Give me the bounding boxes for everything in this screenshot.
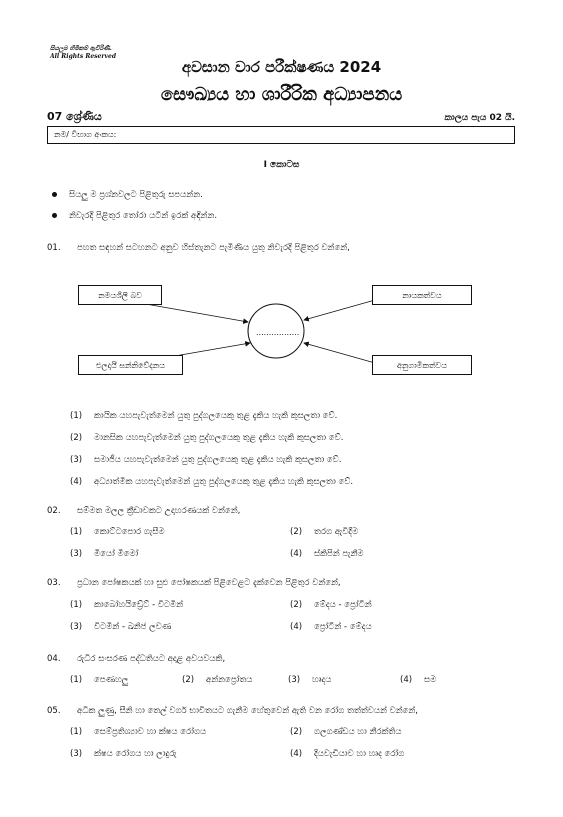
q4-option-2[interactable]: (2) අන්නප්‍රෝතය: [182, 675, 253, 685]
q4-option-1[interactable]: (1) පෙණහලු: [70, 675, 129, 685]
exam-title: අවසාන වාර පරීක්ෂණය 2024: [181, 58, 382, 76]
name-field-label: නම/ විභාග අංකය:: [54, 130, 117, 139]
box-communication: එලදායී සන්නිවේදනය: [78, 355, 183, 375]
question-1: 01. පහත සඳහන් සටහනට අනුව හිස්තැනට පැමිණිය යුතු නිවැරදි පිළිතුර වන්නේ,: [47, 243, 350, 253]
q2-option-2[interactable]: (2) තරග ඇවිදීම: [290, 527, 359, 537]
circle-blank: .................: [256, 328, 300, 337]
grade-label: 07 ශ්‍රේණිය: [47, 110, 102, 123]
question-4: 04. රුධිර සංසරණ පද්ධතියට අදාළ අවයවයකි,: [47, 654, 226, 664]
question-3: 03. ප්‍රධාන පෝෂකයක් හා සුළු පෝෂකයක් පිළිවෙළට දැක්වෙන පිළිතුර වන්නේ,: [47, 578, 341, 588]
copyright-english: All Rights Reserved: [50, 53, 117, 60]
q3-option-3[interactable]: (3) විටමින් - ඛනිජ ලවණ: [70, 622, 172, 632]
q2-option-4[interactable]: (4) ස්කිපින් පැනීම: [290, 549, 364, 559]
box-leadership: නායකත්වය: [372, 285, 472, 305]
question-5: 05. අධික ලුණු, සීනි හා තෙල් වර්ග භාවිතයට ගැනීම හේතුවෙන් ඇති වන රෝග තත්ත්වයන් වන්නේ,: [47, 706, 418, 716]
arrow-top-left: [140, 303, 248, 322]
q5-option-4[interactable]: (4) දියවැඩියාව හා හෘද රෝග: [290, 749, 405, 759]
q2-option-3[interactable]: (3) මියෝ මීමෝ: [70, 549, 139, 559]
box-followership: අනුගාමිකත්වය: [372, 355, 472, 375]
q4-option-4[interactable]: (4) සම: [400, 675, 437, 685]
q3-option-2[interactable]: (2) මේදය - ප්‍රෝටීන්: [290, 600, 372, 610]
q5-option-3[interactable]: (3) ක්ෂය රෝගය හා ලාදුරු: [70, 749, 177, 759]
q5-option-2[interactable]: (2) ගලගණ්ඩය හා නීරක්තිය: [290, 727, 402, 737]
instruction-item: සියලු ම ප්‍රශ්නවලට පිළිතුරු සපයන්න.: [52, 190, 203, 200]
q4-option-3[interactable]: (3) හෘදය: [288, 675, 332, 685]
q3-option-4[interactable]: (4) ප්‍රෝටීන් - මේදය: [290, 622, 372, 632]
arrow-top-right: [304, 300, 375, 320]
q2-option-1[interactable]: (1) කොට්ටපොර ගැසීම: [70, 527, 165, 537]
instruction-item: නිවැරදි පිළිතුර තෝරා යටින් ඉරක් අඳින්න.: [52, 211, 217, 221]
q1-option-1[interactable]: (1) කායික යහපැවැත්මෙන් යුතු පුද්ගලයෙකු තුළ දැකිය හැකි කුසලතා වේ.: [70, 411, 338, 421]
q3-option-1[interactable]: (1) කාබෝහයිඩ්‍රේට් - විටමින්: [70, 600, 184, 610]
subject-title: සෞඛ්‍යය හා ශාරීරික අධ්‍යාපනය: [160, 84, 403, 105]
copyright-sinhala: සියලුම හිමිකම් ඇවිරිණි.: [50, 45, 112, 52]
arrow-bottom-right: [304, 343, 375, 363]
time-label: කාලය පැය 02 යි.: [444, 113, 515, 123]
q1-option-3[interactable]: (3) සමාජීය යහපැවැත්මෙන් යුතු පුද්ගලයෙකු තුළ දැකිය හැකි කුසලතා වේ.: [70, 455, 342, 465]
part-title: I කොටස: [263, 160, 300, 170]
q1-option-2[interactable]: (2) මානසික යහපැවැත්මෙන් යුතු පුද්ගලයෙකු තුළ දැකිය හැකි කුසලතා වේ.: [70, 433, 344, 443]
q5-option-1[interactable]: (1) සෙම්ප්‍රතිශ්‍යාව හා ක්ෂය රෝගය: [70, 727, 207, 737]
box-flexibility: නමයශීලී බව: [78, 285, 162, 305]
question-2: 02. සම්මත මලල ක්‍රීඩාවකට උදාහරණයක් වන්නේ,: [47, 506, 241, 516]
q1-option-4[interactable]: (4) අධ්‍යාත්මික යහපැවැත්මෙන් යුතු පුද්ගලයෙකු තුළ දැකිය හැකි කුසලතා වේ.: [70, 477, 354, 487]
